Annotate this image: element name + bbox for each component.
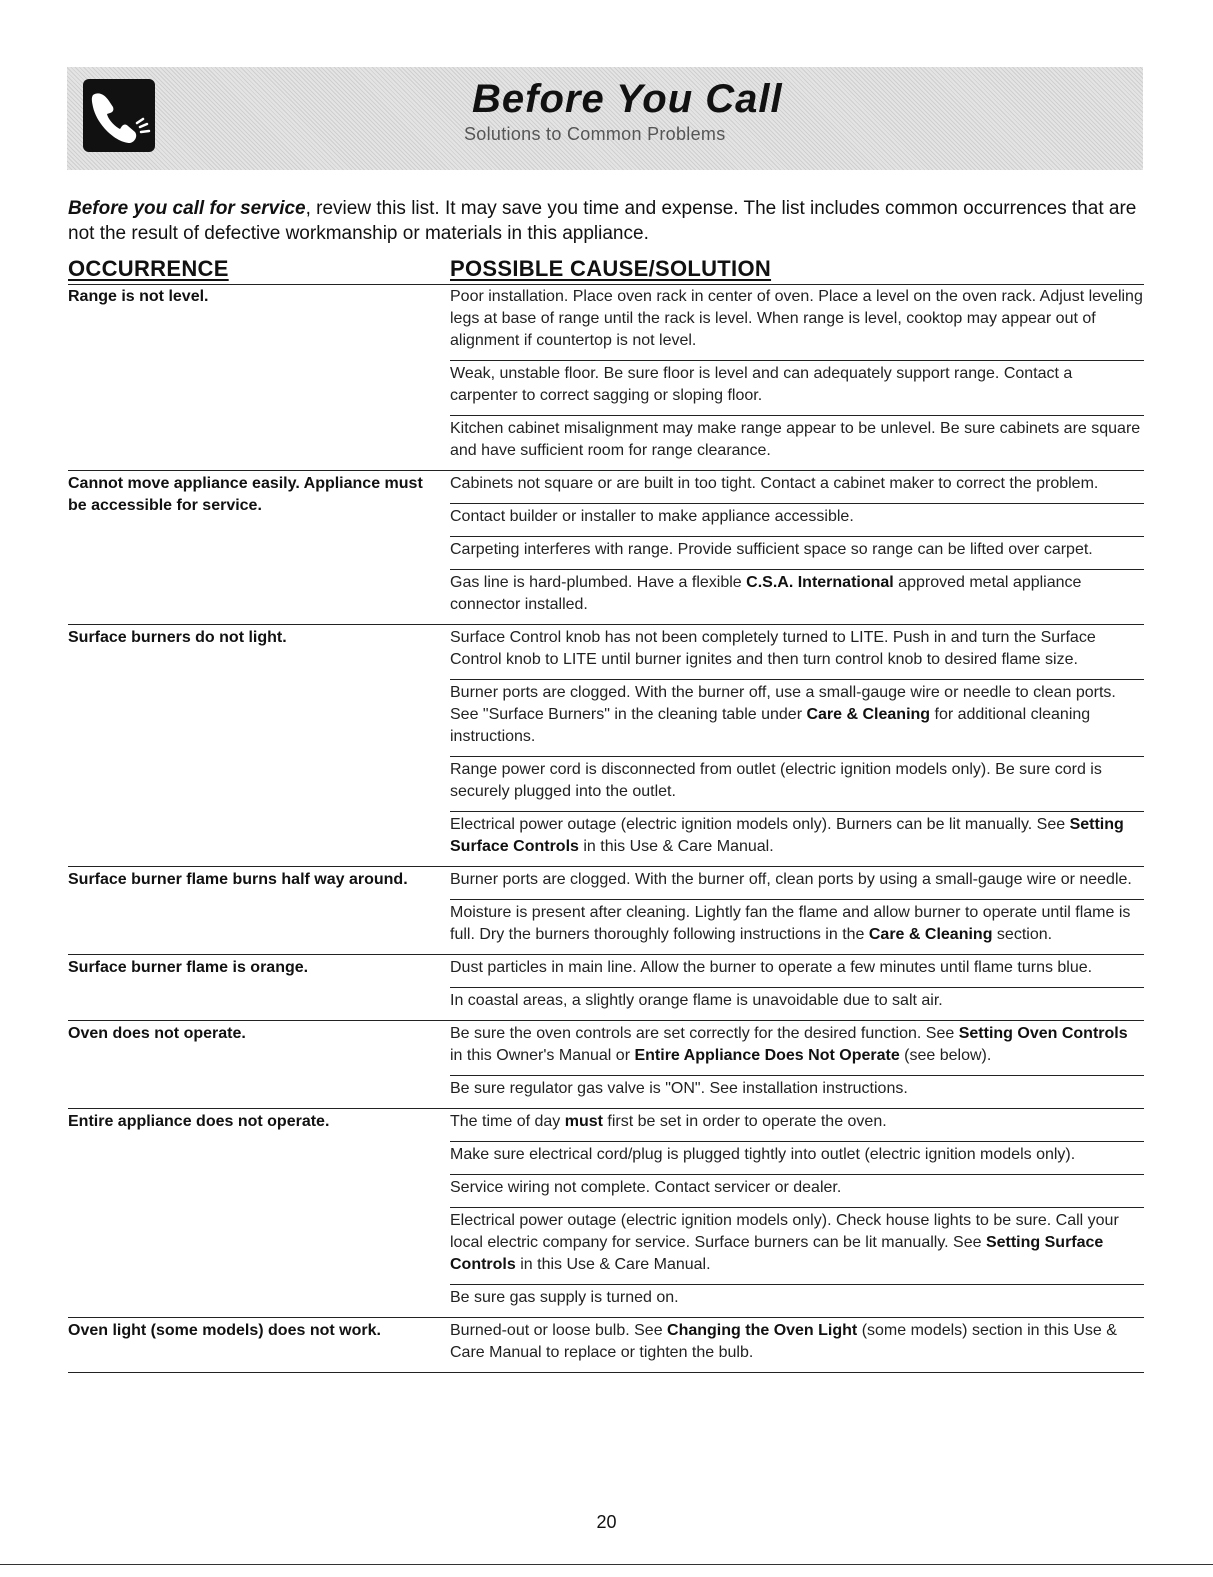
table-row bbox=[68, 1318, 1144, 1373]
solution-item bbox=[450, 471, 1144, 504]
solution-item bbox=[450, 1109, 1144, 1142]
solution-list bbox=[450, 1109, 1144, 1317]
table-row bbox=[68, 1109, 1144, 1318]
solution-list bbox=[450, 625, 1144, 866]
solution-text: In coastal areas, a slightly orange flame is unavoidable due to salt air. bbox=[450, 992, 943, 1009]
solution-text: section. bbox=[992, 926, 1053, 943]
solution-item bbox=[450, 284, 1144, 361]
table-row bbox=[68, 1021, 1144, 1109]
solution-text: Cabinets not square or are built in too tight. Contact a cabinet maker to correct the problem. bbox=[450, 475, 1099, 492]
solution-text: Be sure gas supply is turned on. bbox=[450, 1289, 679, 1306]
solution-item bbox=[450, 537, 1144, 570]
solution-list bbox=[450, 1318, 1144, 1372]
solution-item bbox=[450, 1318, 1144, 1372]
solution-item bbox=[450, 1285, 1144, 1317]
solution-text: Electrical power outage (electric ignition models only). Burners can be lit manually. See bbox=[450, 816, 1070, 833]
solution-text: in this Owner's Manual or bbox=[450, 1047, 635, 1064]
occurrence-cell: Entire appliance does not operate. bbox=[68, 1113, 330, 1130]
intro-paragraph bbox=[68, 196, 1144, 246]
solution-text: Burner ports are clogged. With the burner off, use a small-gauge wire or needle to clean ports. See "Surface Burners" in the cleaning table under bbox=[450, 684, 1116, 723]
page-title: Before You Call bbox=[472, 77, 783, 121]
solution-text: Weak, unstable floor. Be sure floor is level and can adequately support range. Contact a carpenter to correct sagging or sloping floor. bbox=[450, 365, 1073, 404]
solution-text: for additional cleaning instructions. bbox=[450, 706, 1091, 745]
occurrence-cell: Cannot move appliance easily. Appliance must be accessible for service. bbox=[68, 475, 423, 514]
solution-item bbox=[450, 416, 1144, 470]
page-subtitle: Solutions to Common Problems bbox=[464, 124, 726, 144]
solution-item bbox=[450, 570, 1144, 624]
solution-emphasis: Care & Cleaning bbox=[806, 706, 931, 723]
header-banner bbox=[67, 67, 1143, 170]
occurrence-cell: Surface burner flame burns half way around. bbox=[68, 871, 408, 888]
table-row bbox=[68, 867, 1144, 955]
solution-item bbox=[450, 867, 1144, 900]
table-row bbox=[68, 471, 1144, 625]
solution-text: first be set in order to operate the oven. bbox=[602, 1113, 887, 1130]
occurrence-cell: Oven does not operate. bbox=[68, 1025, 246, 1042]
table-row bbox=[68, 955, 1144, 1021]
solution-list bbox=[450, 284, 1144, 470]
solution-emphasis: Care & Cleaning bbox=[868, 926, 993, 943]
solution-item bbox=[450, 1076, 1144, 1108]
solution-text: approved metal appliance connector installed. bbox=[450, 574, 1082, 613]
solution-emphasis: Entire Appliance Does Not Operate bbox=[634, 1047, 900, 1064]
solution-emphasis: Setting Surface Controls bbox=[450, 816, 1124, 855]
solution-list bbox=[450, 867, 1144, 954]
solution-item bbox=[450, 1208, 1144, 1285]
solution-list bbox=[450, 955, 1144, 1020]
solution-item bbox=[450, 1142, 1144, 1175]
solution-text: Be sure the oven controls are set correctly for the desired function. See bbox=[450, 1025, 959, 1042]
occurrence-cell: Surface burners do not light. bbox=[68, 629, 287, 646]
solution-item bbox=[450, 988, 1144, 1020]
solution-text: in this Use & Care Manual. bbox=[515, 1256, 711, 1273]
footer-rule bbox=[0, 1564, 1213, 1565]
column-headers bbox=[68, 256, 1144, 285]
solution-text: Service wiring not complete. Contact servicer or dealer. bbox=[450, 1179, 842, 1196]
solution-emphasis: C.S.A. International bbox=[746, 574, 894, 591]
solution-item bbox=[450, 625, 1144, 680]
solution-item bbox=[450, 812, 1144, 866]
solution-list bbox=[450, 1021, 1144, 1108]
phone-icon bbox=[83, 79, 155, 152]
solution-list bbox=[450, 471, 1144, 624]
solution-text: Surface Control knob has not been completely turned to LITE. Push in and turn the Surface Control knob to LITE until burner ignites and then turn control knob to desired flame size. bbox=[450, 629, 1096, 668]
solution-item bbox=[450, 504, 1144, 537]
solution-text: (some models) section in this Use & Care Manual to replace or tighten the bulb. bbox=[450, 1322, 1117, 1361]
solution-text: Dust particles in main line. Allow the burner to operate a few minutes until flame turns blue. bbox=[450, 959, 1093, 976]
solution-text: Burner ports are clogged. With the burner off, clean ports by using a small-gauge wire or needle. bbox=[450, 871, 1132, 888]
solution-text: (see below). bbox=[899, 1047, 992, 1064]
solution-text: Carpeting interferes with range. Provide sufficient space so range can be lifted over carpet. bbox=[450, 541, 1093, 558]
solution-item bbox=[450, 1021, 1144, 1076]
solution-text: Make sure electrical cord/plug is plugged tightly into outlet (electric ignition models only). bbox=[450, 1146, 1076, 1163]
solution-item bbox=[450, 361, 1144, 416]
solution-text: in this Use & Care Manual. bbox=[578, 838, 774, 855]
occurrence-cell: Oven light (some models) does not work. bbox=[68, 1322, 381, 1339]
solution-text: Gas line is hard-plumbed. Have a flexible bbox=[450, 574, 747, 591]
occurrence-cell: Surface burner flame is orange. bbox=[68, 959, 309, 976]
solution-item bbox=[450, 955, 1144, 988]
solution-text: The time of day bbox=[450, 1113, 565, 1130]
solution-text: Moisture is present after cleaning. Lightly fan the flame and allow burner to operate until flame is full. Dry the burners thoroughly following instructions in the bbox=[450, 904, 1131, 943]
page-number: 20 bbox=[596, 1512, 617, 1532]
table-row bbox=[68, 625, 1144, 867]
solution-text: Range power cord is disconnected from outlet (electric ignition models only). Be sure cord is securely plugged into the outlet. bbox=[450, 761, 1102, 800]
occurrence-header: OCCURRENCE bbox=[68, 256, 229, 281]
solution-header: POSSIBLE CAUSE/SOLUTION bbox=[450, 256, 772, 281]
solution-text: Electrical power outage (electric ignition models only). Check house lights to be sure. Call your local electric company for service. Surface burners can be lit manually. See bbox=[450, 1212, 1119, 1251]
solution-emphasis: Setting Oven Controls bbox=[958, 1025, 1128, 1042]
solution-text: Contact builder or installer to make appliance accessible. bbox=[450, 508, 854, 525]
solution-emphasis: Setting Surface Controls bbox=[450, 1234, 1104, 1273]
solution-emphasis: must bbox=[564, 1113, 603, 1130]
troubleshooting-table bbox=[68, 284, 1144, 1373]
solution-text: Burned-out or loose bulb. See bbox=[450, 1322, 668, 1339]
solution-text: Kitchen cabinet misalignment may make range appear to be unlevel. Be sure cabinets are square and have sufficient room for range clearance. bbox=[450, 420, 1141, 459]
occurrence-cell: Range is not level. bbox=[68, 288, 209, 305]
solution-item bbox=[450, 900, 1144, 954]
solution-text: Be sure regulator gas valve is "ON". See installation instructions. bbox=[450, 1080, 908, 1097]
intro-lead: Before you call for service bbox=[68, 198, 306, 219]
solution-text: Poor installation. Place oven rack in center of oven. Place a level on the oven rack. Adjust leveling legs at base of range until the rack is level. When range is level, cooktop may appear out of alignment if countertop is not level. bbox=[450, 288, 1143, 349]
intro-text: , review this list. It may save you time and expense. The list includes common occurrences that are not the result of defective workmanship or materials in this appliance. bbox=[68, 198, 1137, 244]
solution-emphasis: Changing the Oven Light bbox=[667, 1322, 858, 1339]
solution-item bbox=[450, 757, 1144, 812]
solution-item bbox=[450, 1175, 1144, 1208]
table-row bbox=[68, 284, 1144, 471]
solution-item bbox=[450, 680, 1144, 757]
